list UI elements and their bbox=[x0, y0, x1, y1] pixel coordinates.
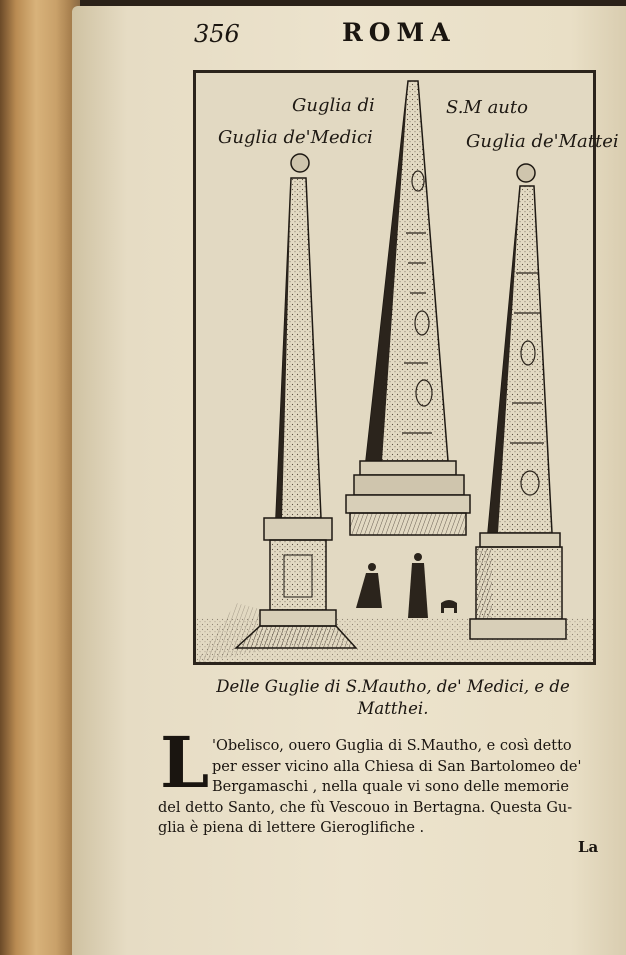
text-line: 'Obelisco, ouero Guglia di S.Mautho, e così detto bbox=[212, 738, 572, 754]
running-head: ROMA bbox=[342, 18, 456, 47]
label-mauto-left: Guglia di bbox=[292, 95, 375, 116]
drop-cap: L bbox=[160, 721, 210, 804]
medici-obelisk bbox=[236, 154, 356, 648]
page-edges bbox=[0, 0, 80, 955]
text-line: per esser vicino alla Chiesa di San Bartolomeo de' bbox=[212, 758, 582, 775]
body-paragraph bbox=[158, 736, 618, 839]
label-medici: Guglia de'Medici bbox=[218, 127, 373, 148]
label-mauto-right: S.M auto bbox=[446, 97, 528, 118]
catchword: La bbox=[578, 838, 599, 856]
page-number: 356 bbox=[194, 20, 240, 48]
label-mattei: Guglia de'Mattei bbox=[466, 131, 619, 152]
text-line: Bergamaschi , nella quale vi sono delle memorie bbox=[212, 779, 569, 795]
text-line: del detto Santo, che fù Vescouo in Bertagna. Questa Gu- bbox=[158, 799, 573, 816]
caption-line-2: Matthei. bbox=[357, 699, 429, 718]
plate-caption bbox=[188, 676, 598, 720]
caption-line-1: Delle Guglie di S.Mautho, de' Medici, e de bbox=[216, 677, 570, 696]
obelisks-illustration bbox=[196, 73, 619, 662]
text-line: glia è piena di lettere Gieroglifiche . bbox=[158, 820, 425, 836]
mattei-obelisk bbox=[470, 164, 566, 639]
figures bbox=[356, 553, 457, 618]
engraving-plate bbox=[193, 70, 619, 665]
mauto-obelisk bbox=[346, 81, 470, 535]
